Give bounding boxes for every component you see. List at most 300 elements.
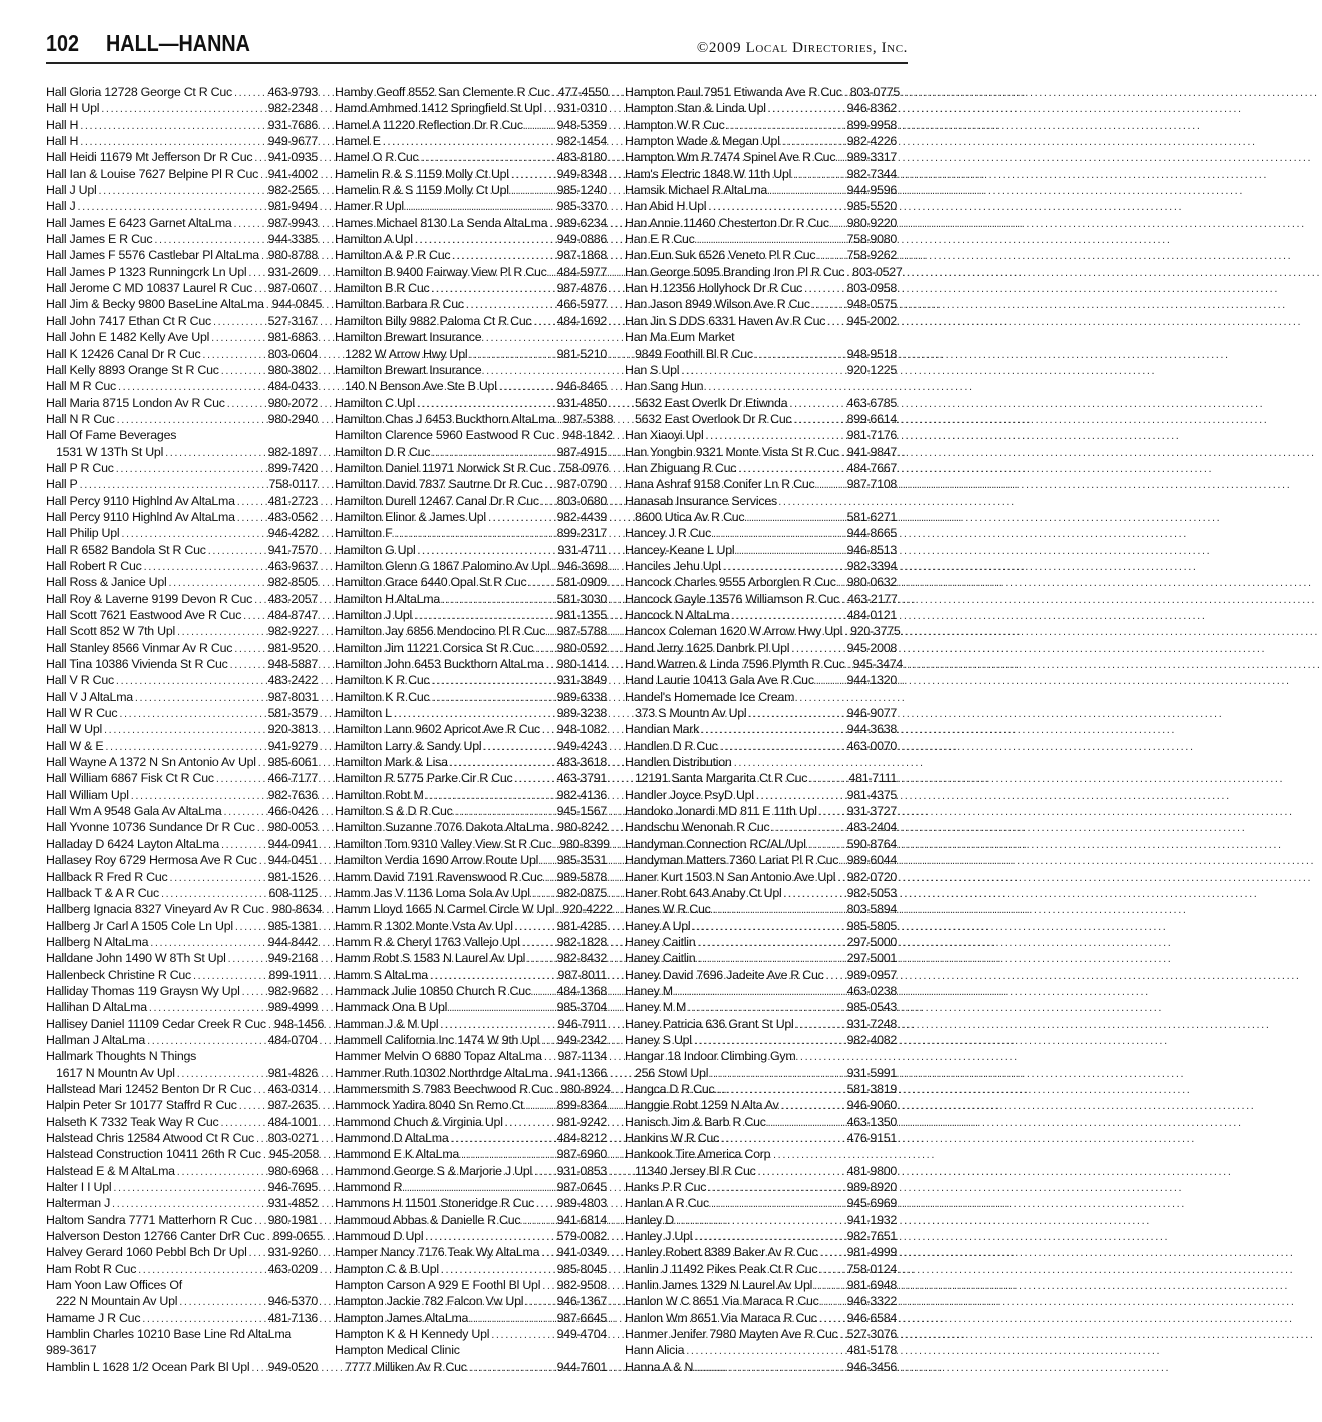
dot-leader (266, 902, 270, 918)
entry-phone: 982-4082 (846, 1032, 897, 1047)
entry-phone: 946-3698 (557, 558, 608, 573)
directory-entry (46, 1261, 318, 1277)
dot-leader (547, 624, 555, 640)
entry-phone: 948-5887 (267, 657, 318, 672)
directory-entry (46, 280, 318, 296)
dot-leader (105, 739, 265, 755)
directory-entry (625, 1293, 897, 1309)
directory-entry (46, 313, 318, 329)
entry-phone: 946-5370 (267, 1294, 318, 1309)
entry-name: Hall Roy & Laverne 9199 Devon R Cuc (46, 591, 253, 606)
entry-name: Haney Caitlin (625, 951, 696, 966)
directory-entry (335, 460, 607, 476)
entry-phone: 982-4439 (556, 509, 607, 524)
entry-name: Hamilton Daniel 11971 Norwick St R Cuc (335, 460, 551, 475)
entry-name: Hamilton Suzanne 7076 Dakota AltaLma (335, 820, 550, 835)
dot-leader (705, 428, 844, 444)
dot-leader (144, 559, 266, 575)
directory-entry (46, 672, 318, 688)
directory-entry (625, 1032, 897, 1048)
dot-leader (268, 1017, 272, 1033)
dot-leader (554, 1082, 558, 1098)
entry-phone: 989-3317 (846, 150, 897, 165)
directory-entry (335, 918, 607, 934)
entry-name: Haney Patricia 636 Grant St Upl (625, 1016, 794, 1031)
entry-name: Hampton Carson A 929 E Foothl Bl Upl (335, 1278, 541, 1293)
dot-leader (426, 788, 555, 804)
entry-name: Hamilton K R Cuc (335, 689, 430, 704)
entry-name: Hamilton Tom 9310 Valley View St R Cuc (335, 836, 552, 851)
entry-phone: 985-3370 (556, 199, 607, 214)
directory-entry (335, 1293, 607, 1309)
directory-entry (46, 721, 318, 737)
entry-phone: 297-5001 (846, 951, 897, 966)
directory-entry (46, 607, 318, 623)
directory-entry (46, 476, 318, 492)
entry-phone: 982-4226 (846, 134, 897, 149)
entry-name: Halliday Thomas 119 Graysn Wy Upl (46, 983, 240, 998)
dot-leader (781, 1098, 845, 1114)
dot-leader (758, 1164, 845, 1180)
dot-leader (686, 1343, 844, 1359)
dot-leader (556, 428, 560, 444)
directory-entry (625, 493, 897, 509)
entry-phone: 981-4285 (556, 918, 607, 933)
directory-entry (335, 264, 607, 280)
entry-phone: 899-2317 (556, 526, 607, 541)
dot-leader (748, 706, 844, 722)
entry-name: Hall P R Cuc (46, 460, 114, 475)
entry-name: Hallberg Ignacia 8327 Vineyard Av R Cuc (46, 902, 264, 917)
entry-phone: 931-0853 (556, 1163, 607, 1178)
dot-leader (469, 347, 554, 363)
directory-entry (335, 1179, 607, 1195)
entry-phone: 931-9260 (267, 1245, 318, 1260)
entry-name: Halstead Construction 10411 26th R Cuc (46, 1147, 261, 1162)
directory-entry (625, 1097, 897, 1113)
entry-phone: 989-4999 (267, 1000, 318, 1015)
entry-name: Hall W Upl (46, 722, 103, 737)
directory-entry (46, 395, 318, 411)
directory-entry (335, 1277, 607, 1293)
directory-entry (625, 787, 897, 803)
dot-leader (553, 837, 557, 853)
dot-leader (522, 935, 555, 951)
entry-name: Hall P (46, 477, 78, 492)
directory-entry (46, 770, 318, 786)
entry-phone: 920-4222 (562, 902, 613, 917)
entry-name: Hall Ross & Janice Upl (46, 575, 167, 590)
entry-name: 1531 W 13Th St Upl (56, 444, 164, 459)
directory-entry (46, 591, 318, 607)
directory-entry (46, 1016, 325, 1032)
entry-name: 8600 Utica Av R Cuc (635, 509, 745, 524)
entry-phone: 987-2635 (267, 1098, 318, 1113)
entry-name: Hall James P 1323 Runningcrk Ln Upl (46, 264, 247, 279)
directory-entry (335, 1261, 607, 1277)
directory-entry (625, 869, 897, 885)
entry-name: Hancock N AltaLma (625, 608, 730, 622)
entry-phone: 581-6271 (846, 509, 897, 524)
entry-name: Hamilton Glenn G 1867 Palomino Av Upl (335, 558, 550, 573)
directory-entry (46, 705, 318, 721)
entry-name: Hall H Upl (46, 101, 100, 116)
entry-name: Hamilton Brewart Insurance (335, 330, 482, 345)
entry-name: Hall William 6867 Fisk Ct R Cuc (46, 771, 214, 786)
entry-phone: 980-1414 (556, 657, 607, 672)
entry-name: Handel's Homemade Ice Cream (625, 689, 795, 704)
entry-name: Hanley D (625, 1212, 674, 1227)
directory-entry (46, 247, 318, 263)
dot-leader (221, 1115, 266, 1131)
entry-name: Hancock Gayle 13576 Williamson R Cuc (625, 591, 840, 606)
directory-entry (46, 1146, 318, 1162)
entry-name: Hallback R Fred R Cuc (46, 869, 168, 884)
entry-phone: 987-5388 (562, 411, 614, 426)
directory-entry (335, 623, 607, 639)
directory-entry (625, 721, 897, 737)
dot-leader (528, 575, 554, 591)
directory-entry (625, 509, 897, 525)
entry-name: Hand Jerry 1625 Danbrk Pl Upl (625, 640, 790, 655)
entry-name: Hamilton R 5775 Parke Cir R Cuc (335, 771, 513, 786)
directory-entry (46, 215, 318, 231)
directory-entry (335, 280, 607, 296)
entry-phone: 608-1125 (268, 885, 318, 900)
directory-entry (625, 901, 897, 917)
directory-entry (625, 1212, 897, 1228)
entry-name: Hampton Jackie 782 Falcon Vw Upl (335, 1294, 524, 1309)
dot-leader (694, 1033, 845, 1049)
dot-leader (455, 804, 555, 820)
directory-entry (335, 852, 607, 868)
entry-name: Hall Scott 7621 Eastwood Ave R Cuc (46, 608, 242, 622)
directory-entry (625, 983, 897, 999)
entry-name: 140 N Benson Ave Ste B Upl (345, 379, 497, 394)
directory-entry (46, 1310, 318, 1326)
page-title: HALL—HANNA (106, 30, 250, 56)
directory-entry (625, 558, 897, 574)
entry-phone: 758-0976 (558, 460, 609, 475)
dot-leader (544, 477, 554, 493)
entry-phone: 945-1567 (556, 804, 607, 819)
directory-entry (625, 198, 897, 214)
entry-phone: 899-8364 (556, 1098, 607, 1113)
entry-name: 5632 East Overlook Dr R Cuc (635, 411, 792, 426)
entry-phone: 980-6968 (267, 1163, 318, 1178)
entry-phone: 987-9943 (267, 215, 318, 230)
entry-phone: 987-8031 (267, 689, 318, 704)
entry-phone: 581-0909 (556, 575, 607, 590)
entry-phone: 899-6614 (846, 411, 897, 426)
entry-name: Hall N R Cuc (46, 411, 115, 426)
entry-phone: 944-8665 (846, 526, 897, 541)
entry-name: Hanlin James 1329 N Laurel Av Upl (625, 1278, 813, 1293)
entry-phone: 982-9682 (267, 983, 318, 998)
entry-name: Hamel E (335, 134, 381, 149)
entry-phone: 944-9596 (846, 183, 897, 198)
entry-name: Hamilton B 9400 Fairway View Pl R Cuc (335, 264, 547, 279)
entry-name: Handler Joyce PsyD Upl (625, 787, 754, 802)
directory-entry (335, 738, 607, 754)
entry-name: Hamilton Elinor & James Upl (335, 509, 486, 524)
entry-phone: 982-0875 (556, 885, 607, 900)
entry-phone: 980-8788 (267, 248, 318, 263)
dot-leader (688, 1000, 845, 1016)
dot-leader (708, 199, 844, 215)
entry-name: Hall Robert R Cuc (46, 558, 142, 573)
entry-phone: 484-0121 (846, 608, 897, 622)
directory-entry (625, 1016, 897, 1032)
entry-name: Hamilton B R Cuc (335, 281, 430, 296)
entry-name: Hanlon W C 8651 Via Maraca R Cuc (625, 1294, 819, 1309)
entry-name: Hamilton Jay 6856 Mendocino Pl R Cuc (335, 624, 546, 639)
directory-entry (46, 427, 318, 443)
entry-name: Haney Caitlin (625, 934, 696, 949)
dot-leader (713, 902, 845, 918)
directory-entry (335, 525, 607, 541)
dot-leader (819, 1262, 844, 1278)
directory-entry (46, 656, 318, 672)
entry-name: Hammock Yadira 8040 Sn Remo Ct (335, 1098, 524, 1113)
dot-leader (450, 755, 555, 771)
dot-leader (768, 1115, 845, 1131)
dot-leader (796, 1017, 845, 1033)
entry-phone: 980-3802 (267, 362, 318, 377)
directory-entry (625, 280, 897, 296)
dot-leader (534, 1164, 555, 1180)
directory-entry (46, 362, 318, 378)
directory-entry (46, 378, 318, 394)
directory-entry (625, 346, 897, 362)
dot-leader (237, 494, 266, 510)
entry-name: Ham Robt R Cuc (46, 1261, 137, 1276)
entry-name: Halstead E & M AltaLma (46, 1163, 175, 1178)
entry-name: Halstead Chris 12584 Atwood Ct R Cuc (46, 1131, 254, 1145)
dot-leader (228, 951, 266, 967)
entry-phone: 463-9637 (267, 558, 318, 573)
dot-leader (404, 1180, 554, 1196)
dot-leader (756, 788, 845, 804)
directory-entry (46, 967, 318, 983)
dot-leader (816, 477, 844, 493)
entry-name: Haney M M (625, 1000, 687, 1015)
entry-phone: 987-1134 (557, 1049, 607, 1064)
directory-entry (625, 542, 897, 558)
dot-leader (406, 199, 555, 215)
entry-phone: 899-0655 (272, 1229, 324, 1244)
page-header (46, 28, 908, 64)
entry-name: Hamilton Billy 9882 Paloma Ct R Cuc (335, 313, 532, 328)
directory-entry (335, 149, 607, 165)
entry-name: Hall Wayne A 1372 N Sn Antonio Av Upl (46, 755, 256, 770)
dot-leader (259, 853, 266, 869)
entry-name: Han George 5095 Branding Iron Pl R Cuc (625, 264, 845, 279)
directory-entry (625, 313, 897, 329)
entry-name: Hamilton C Upl (335, 395, 415, 410)
dot-leader (254, 592, 265, 608)
directory-entry (335, 1163, 607, 1179)
directory-entry (46, 836, 318, 852)
dot-leader (216, 771, 266, 787)
dot-leader (254, 150, 265, 166)
entry-phone: 527-3167 (267, 313, 318, 328)
dot-leader (736, 543, 844, 559)
entry-name: Hand Laurie 10413 Gala Ave R Cuc (625, 673, 814, 688)
entry-phone: 941-9847 (846, 444, 898, 459)
directory-entry (46, 1277, 318, 1293)
dot-leader (239, 1098, 266, 1114)
entry-phone: 481-7136 (267, 1310, 318, 1325)
dot-leader (535, 641, 554, 657)
entry-name: Hamilton Jim 11221 Corsica St R Cuc (335, 640, 534, 655)
dot-leader (676, 1213, 845, 1229)
entry-phone: 803-0271 (267, 1131, 318, 1145)
entry-phone: 981-4826 (267, 1065, 318, 1080)
directory-entry (46, 1065, 318, 1081)
entry-name: Hanlon Wm 8651 Via Maraca R Cuc (625, 1310, 817, 1325)
dot-leader (701, 722, 844, 738)
dot-leader (552, 461, 556, 477)
entry-phone: 483-3618 (556, 755, 607, 770)
entry-name: Hamby Geoff 8552 San Clemente R Cuc (335, 85, 550, 99)
entry-phone: 981-4375 (846, 787, 897, 802)
entry-phone: 949-2168 (267, 951, 318, 966)
entry-phone: 980-9220 (846, 215, 897, 230)
dot-leader (721, 1131, 845, 1147)
entry-name: Hampton K & H Kennedy Upl (335, 1327, 490, 1342)
entry-phone: 989-6338 (556, 689, 607, 704)
dot-leader (837, 150, 844, 166)
directory-entry (335, 378, 607, 394)
entry-phone: 581-3030 (556, 591, 607, 606)
entry-phone: 946-9060 (846, 1098, 897, 1113)
directory-entry (625, 1359, 897, 1375)
entry-name: Hammer Melvin O 6880 Topaz AltaLma (335, 1049, 542, 1064)
directory-entry (335, 509, 607, 525)
entry-name: Hampton Paul 7951 Etiwanda Ave R Cuc (625, 85, 842, 99)
entry-name: Hall Gloria 12728 George Ct R Cuc (46, 85, 232, 99)
entry-name: Hampton Wm R 7474 Spinel Ave R Cuc (625, 150, 836, 165)
entry-name: Halterman J (46, 1196, 111, 1211)
dot-leader (549, 216, 554, 232)
entry-name: Hall Tina 10386 Vivienda St R Cuc (46, 657, 228, 672)
dot-leader (99, 183, 266, 199)
entry-name: Halverson Deston 12766 Canter DrR Cuc (46, 1229, 265, 1244)
entry-phone: 980-8242 (557, 820, 608, 835)
dot-leader (556, 902, 560, 918)
entry-phone: 476-9151 (846, 1131, 897, 1145)
entry-phone: 481-9800 (846, 1163, 897, 1178)
entry-name: Han Zhiguang R Cuc (625, 460, 737, 475)
entry-phone: 989-3238 (556, 706, 607, 721)
directory-entry (46, 100, 318, 116)
entry-phone: 982-4136 (556, 787, 607, 802)
entry-phone: 987-5788 (556, 624, 607, 639)
dot-leader (488, 510, 555, 526)
dot-leader (549, 265, 555, 281)
entry-phone: 982-2348 (267, 101, 318, 116)
directory-entry (335, 476, 607, 492)
directory-entry (625, 362, 897, 378)
entry-name: Hall John 7417 Ethan Ct R Cuc (46, 313, 211, 328)
entry-name: Hamilton S & D R Cuc (335, 804, 453, 819)
directory-entry (46, 623, 318, 639)
directory-entry (46, 182, 318, 198)
entry-name: Hanks P R Cuc (625, 1180, 707, 1195)
entry-phone: 987-6645 (556, 1310, 607, 1325)
directory-entry (625, 411, 897, 427)
directory-entry (335, 542, 607, 558)
dot-leader (723, 559, 845, 575)
entry-name: Hana Ashraf 9158 Conifer Ln R Cuc (625, 477, 815, 492)
directory-entry (46, 934, 318, 950)
directory-entry (46, 542, 318, 558)
entry-name: 989-3617 (46, 1343, 97, 1358)
entry-phone: 899-9958 (846, 117, 897, 132)
entry-name: Hall Maria 8715 London Av R Cuc (46, 395, 225, 410)
directory-entry (335, 819, 607, 835)
entry-name: Hall James F 5576 Castlebar Pl AltaLma (46, 248, 259, 263)
directory-entry (46, 819, 318, 835)
dot-leader (819, 1311, 845, 1327)
entry-name: Han Jason 8949 Wilson Ave R Cuc (625, 297, 810, 312)
directory-entry (625, 836, 897, 852)
dot-leader (525, 118, 555, 134)
dot-leader (80, 118, 265, 134)
directory-entry (335, 1114, 607, 1130)
directory-entry (46, 329, 318, 345)
entry-name: Hall Philip Upl (46, 526, 120, 541)
entry-phone: 463-0209 (267, 1261, 318, 1276)
directory-entry (46, 1032, 318, 1048)
dot-leader (483, 739, 554, 755)
dot-leader (235, 919, 266, 935)
entry-name: Ham's Electric 1848 W 11th Upl (625, 166, 792, 181)
entry-phone: 590-8764 (846, 836, 897, 851)
dot-leader (522, 1213, 554, 1229)
dot-leader (545, 870, 555, 886)
entry-phone: 989-8920 (846, 1180, 897, 1195)
entry-phone: 941-1932 (846, 1212, 897, 1227)
entry-phone: 981-4999 (846, 1245, 897, 1260)
directory-entry (335, 1097, 607, 1113)
dot-leader (243, 608, 265, 624)
entry-phone: 985-3704 (556, 1000, 607, 1015)
entry-name: Handlen D R Cuc (625, 738, 718, 753)
directory-entry (46, 558, 318, 574)
entry-phone: 989-4803 (556, 1196, 607, 1211)
dot-leader (738, 461, 844, 477)
directory-entry (335, 84, 607, 100)
entry-name: Hall Kelly 8893 Orange St R Cuc (46, 362, 219, 377)
directory-entry (625, 133, 897, 149)
entry-name: Hall Percy 9110 Highlnd Av AltaLma (46, 509, 235, 524)
dot-leader (257, 820, 266, 836)
dot-leader (847, 657, 851, 673)
directory-entry (335, 1016, 607, 1032)
directory-entry (46, 133, 318, 149)
entry-name: Haney S Upl (625, 1032, 692, 1047)
directory-entry (625, 934, 897, 950)
dot-leader (441, 1262, 555, 1278)
dot-leader (812, 297, 845, 313)
entry-phone: 946-8465 (556, 379, 607, 394)
directory-entry (625, 1048, 897, 1064)
entry-name: Hall J Upl (46, 183, 97, 198)
entry-phone: 989-6234 (556, 215, 607, 230)
entry-phone: 982-9227 (267, 624, 318, 639)
